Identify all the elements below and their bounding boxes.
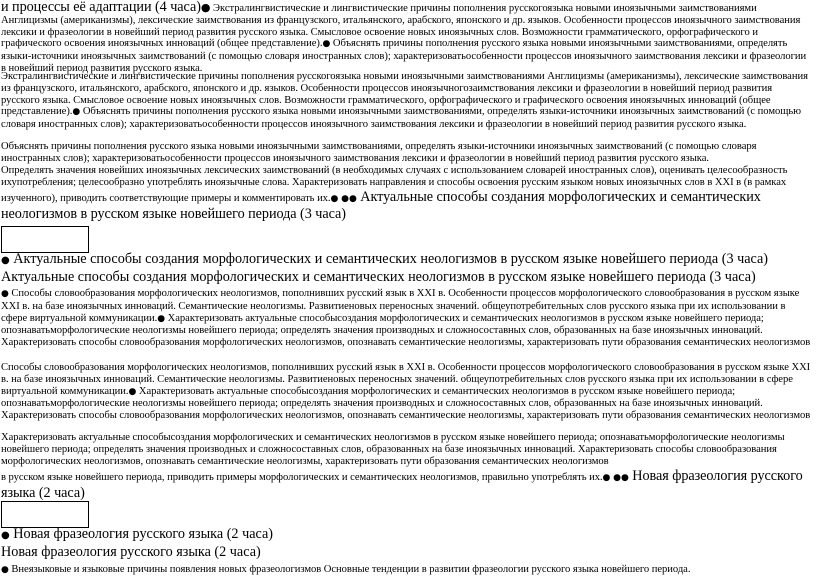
paragraph-text: Объяснять причины пополнения русского языка новыми иноязычными заимствованиями, определять языки-источники иноязычных заимствований (с помощью словаря иностранных слов); характеризоватьособенности процессов иноязычного заимствования лексики и фразеологии в новейший период развития русского языка. [1, 106, 801, 130]
paragraph-text: Объяснять причины пополнения русского языка новыми иноязычными заимствованиями, определять языки-источники иноязычных заимствований (с помощью словаря иностранных слов); характеризоватьособенности процессов иноязычного заимствования лексики и фразеологии в новейший период развития русского языка. [1, 38, 807, 74]
section-heading: Актуальные способы создания морфологических и семантических неологизмов в русском языке новейшего периода (3 часа) [1, 188, 761, 222]
section-heading-phraseology-repeat [1, 544, 813, 561]
paragraph-borrowings-intro [1, 0, 813, 75]
paragraph-text: Определять значения новейших иноязычных лексических заимствований (в необходимых случаях с использованием словарей иностранных слов), оценивать целесообразность ихупотребления; целесообразно употреблять иноязычные слова. Характеризовать направления и способы освоения русским языком новых иноязычных слов в XXI в (в рамках изученного), приводить соответствующие примеры и комментировать их. [1, 165, 788, 204]
bullet-icon: ● ●● [602, 473, 629, 483]
bullet-icon: ● [1, 289, 9, 299]
paragraph-explain-causes [1, 141, 813, 165]
paragraph-word-formation [1, 288, 813, 349]
paragraph-word-formation-repeat [1, 362, 813, 422]
paragraph-text: Объяснять причины пополнения русского языка новыми иноязычными заимствованиями, определять языки-источники иноязычных заимствований (с помощью словаря иностранных слов); характеризоватьособенности процессов иноязычного заимствования лексики и фразеологии в новейший период развития русского языка. [1, 141, 757, 164]
paragraph-text: Характеризовать актуальные способысоздания морфологических и семантических неологизмов в русском языке новейшего периода; опознаватьморфологические неологизмы новейшего периода; определять значения производных и сложносоставных слов, образованных на базе иноязычных инноваций. Характеризовать способы словообразования морфологических неологизмов, опознавать семантические неологизмы, характеризовать пути образования семантических неологизмов [1, 312, 811, 348]
section-heading-neologisms-repeat [1, 269, 813, 286]
bullet-icon: ● [1, 530, 10, 541]
paragraph-text: Внеязыковые и языковые причины появления новых фразеологизмов Основные тенденции в развитии фразеологии русского языка новейшего периода. [8, 564, 691, 575]
empty-cell-box [1, 501, 89, 528]
paragraph-examples [1, 468, 813, 502]
section-heading: Новая фразеология русского языка (2 часа) [1, 468, 803, 501]
heading-text: Актуальные способы создания морфологических и семантических неологизмов в русском языке новейшего периода (3 часа) [9, 251, 769, 267]
paragraph-text: в русском языке новейшего периода, приводить примеры морфологических и семантических неологизмов, правильно употреблять их. [1, 472, 603, 483]
bullet-icon: ● [1, 565, 9, 575]
paragraph-phraseology-causes [1, 564, 813, 577]
paragraph-characterize-methods [1, 432, 813, 467]
bullet-icon: ● [72, 107, 81, 118]
bullet-icon: ● [1, 255, 10, 266]
heading-text: Новая фразеология русского языка (2 часа) [1, 544, 261, 560]
paragraph-text: Характеризовать актуальные способысоздания морфологических и семантических неологизмов в русском языке новейшего периода; опознаватьморфологические неологизмы новейшего периода; определять значения производных и сложносоставных слов, образованных на базе иноязычных инноваций. Характеризовать способы словообразования морфологических неологизмов, опознавать семантические неологизмы, характеризовать пути образования семантических неологизмов [1, 385, 811, 421]
paragraph-borrowings-repeat [1, 71, 813, 131]
bullet-icon: ● [157, 313, 166, 324]
paragraph-text: Характеризовать актуальные способысоздания морфологических и семантических неологизмов в русском языке новейшего периода; опознаватьморфологические неологизмы новейшего периода; определять значения производных и сложносоставных слов, образованных на базе иноязычных инноваций. Характеризовать способы словообразования морфологических неологизмов, опознавать семантические неологизмы, характеризовать пути образования семантических неологизмов [1, 432, 785, 467]
paragraph-define-meanings [1, 165, 813, 223]
section-heading-fragment: и процессы её адаптации (4 часа) [1, 0, 201, 15]
heading-text: Новая фразеология русского языка (2 часа) [9, 526, 273, 542]
paragraph-text: Экстралингвистические и лингвистические причины пополнения русскогоязыка новыми иноязычными заимствованиями Англицизмы (американизмы), лексические заимствования из французского, итальянского, арабского, японского и др. языков. Особенности процессов иноязычногозаимствования лексики и фразеологии в новейший период развития русского языка. Смысловое освоение новых иноязычных слов. Возможности грамматического, орфографического и графического освоения иноязычных инноваций (общее представление). [1, 71, 808, 118]
paragraph-text: Способы словообразования морфологических неологизмов, пополнивших русский язык в XXI в. Особенности процессов морфологического словообразования в русском языке XXI в. на базе иноязычных инноваций. Семантические неологизмы. Развитиеновых переносных значений. общеупотребительных слов русского языка при их использовании в сфере виртуальной коммуникации. [1, 288, 800, 324]
empty-cell-box [1, 226, 89, 253]
paragraph-text: Способы словообразования морфологических неологизмов, пополнивших русский язык в XXI в. Особенности процессов морфологического словообразования в русском языке XXI в. на базе иноязычных инноваций. Семантические неологизмы. Развитиеновых переносных значений. общеупотребительных слов русского языка при их использовании в сфере виртуальной коммуникации. [1, 362, 811, 397]
section-heading-phraseology [1, 526, 813, 544]
section-heading-neologisms [1, 251, 813, 269]
heading-text: Актуальные способы создания морфологических и семантических неологизмов в русском языке новейшего периода (3 часа) [1, 269, 756, 285]
bullet-icon: ● [322, 39, 331, 50]
bullet-icon: ● [128, 386, 137, 397]
bullet-icon: ● [200, 1, 211, 14]
bullet-icon: ● ●● [330, 193, 357, 204]
paragraph-text: Экстралингвистические и лингвистические причины пополнения русскогоязыка новыми иноязычными заимствованиями Англицизмы (американизмы), лексические заимствования из французского, итальянского, арабского, японского и др. языков. Особенности процессов иноязычного заимствования лексики и фразеологии в новейший период развития русского языка. Смысловое освоение новых иноязычных слов. Возможности грамматического, орфографического и графического освоения иноязычных инноваций (общее представление). [1, 3, 801, 50]
